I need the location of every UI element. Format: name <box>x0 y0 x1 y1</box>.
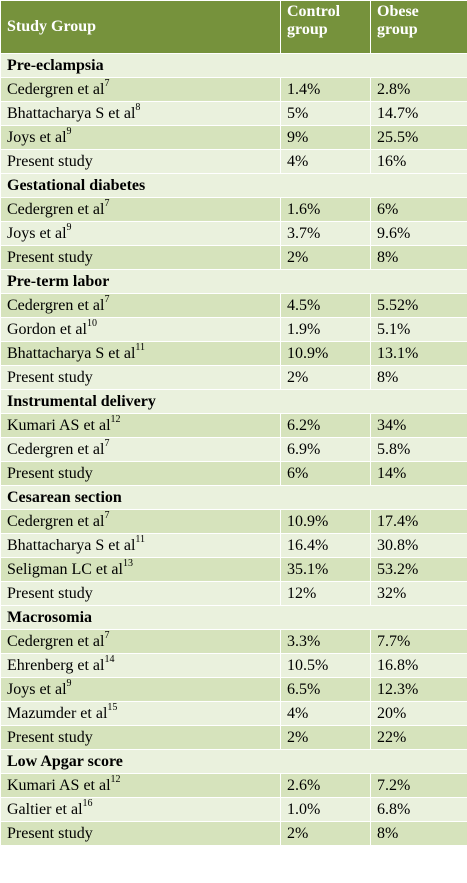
reference-number: 8 <box>135 102 141 114</box>
table-row <box>1 510 467 534</box>
study-cell <box>1 582 281 606</box>
study-name: Cedergren et al <box>7 80 105 98</box>
control-value: 3.3% <box>281 630 371 654</box>
table-row <box>1 222 467 246</box>
study-cell <box>1 726 281 750</box>
control-value: 9% <box>281 126 371 150</box>
control-value: 2% <box>281 822 371 846</box>
study-name: Present study <box>7 464 93 482</box>
section-row <box>1 606 467 630</box>
reference-number: 12 <box>110 414 121 426</box>
reference-number: 9 <box>66 222 72 234</box>
header-study-group: Study Group <box>1 1 281 54</box>
table-row <box>1 582 467 606</box>
obese-value: 7.7% <box>371 630 467 654</box>
section-row <box>1 270 467 294</box>
study-cell <box>1 822 281 846</box>
table-row <box>1 198 467 222</box>
study-cell <box>1 366 281 390</box>
study-name: Cedergren et al <box>7 296 105 314</box>
study-cell <box>1 438 281 462</box>
table-body <box>1 54 467 846</box>
study-name: Present study <box>7 152 93 170</box>
study-cell <box>1 702 281 726</box>
obese-value: 5.1% <box>371 318 467 342</box>
study-name: Kumari AS et al <box>7 416 111 434</box>
obese-value: 22% <box>371 726 467 750</box>
table-row <box>1 798 467 822</box>
study-cell <box>1 198 281 222</box>
obese-value: 32% <box>371 582 467 606</box>
study-name: Cedergren et al <box>7 512 105 530</box>
study-cell <box>1 462 281 486</box>
table-row <box>1 822 467 846</box>
table-row <box>1 78 467 102</box>
study-name: Joys et al <box>7 224 67 242</box>
study-name: Present study <box>7 824 93 842</box>
study-name: Joys et al <box>7 128 67 146</box>
study-cell <box>1 630 281 654</box>
study-name: Present study <box>7 728 93 746</box>
obese-value: 8% <box>371 246 467 270</box>
control-value: 1.4% <box>281 78 371 102</box>
section-title: Cesarean section <box>1 486 467 510</box>
table-row <box>1 246 467 270</box>
control-value: 2.6% <box>281 774 371 798</box>
study-cell <box>1 558 281 582</box>
obese-value: 2.8% <box>371 78 467 102</box>
reference-number: 7 <box>104 78 110 90</box>
control-value: 4.5% <box>281 294 371 318</box>
obese-value: 16.8% <box>371 654 467 678</box>
obese-value: 8% <box>371 366 467 390</box>
reference-number: 12 <box>110 774 121 786</box>
study-cell <box>1 246 281 270</box>
table-row <box>1 342 467 366</box>
study-name: Galtier et al <box>7 800 83 818</box>
section-title: Macrosomia <box>1 606 467 630</box>
table-header-row <box>1 1 467 54</box>
section-row <box>1 174 467 198</box>
control-value: 5% <box>281 102 371 126</box>
obese-value: 34% <box>371 414 467 438</box>
header-obese-group: Obese group <box>371 1 467 54</box>
study-cell <box>1 510 281 534</box>
obese-value: 6% <box>371 198 467 222</box>
table-row <box>1 630 467 654</box>
study-cell <box>1 150 281 174</box>
control-value: 1.9% <box>281 318 371 342</box>
study-name: Kumari AS et al <box>7 776 111 794</box>
table-row <box>1 702 467 726</box>
obese-value: 9.6% <box>371 222 467 246</box>
study-name: Present study <box>7 368 93 386</box>
header-control-group: Control group <box>281 1 371 54</box>
obese-value: 8% <box>371 822 467 846</box>
obese-value: 12.3% <box>371 678 467 702</box>
table-row <box>1 438 467 462</box>
study-cell <box>1 654 281 678</box>
reference-number: 15 <box>107 702 118 714</box>
reference-number: 16 <box>82 798 93 810</box>
study-name: Cedergren et al <box>7 440 105 458</box>
obese-value: 14% <box>371 462 467 486</box>
reference-number: 7 <box>104 294 110 306</box>
reference-number: 11 <box>135 342 146 354</box>
control-value: 2% <box>281 366 371 390</box>
reference-number: 7 <box>104 198 110 210</box>
control-value: 6% <box>281 462 371 486</box>
table-row <box>1 462 467 486</box>
obese-value: 6.8% <box>371 798 467 822</box>
table-row <box>1 414 467 438</box>
study-name: Present study <box>7 248 93 266</box>
reference-number: 11 <box>135 534 146 546</box>
obese-value: 5.52% <box>371 294 467 318</box>
control-value: 2% <box>281 726 371 750</box>
section-title: Low Apgar score <box>1 750 467 774</box>
control-value: 6.2% <box>281 414 371 438</box>
study-cell <box>1 222 281 246</box>
obese-value: 53.2% <box>371 558 467 582</box>
reference-number: 9 <box>66 126 72 138</box>
study-name: Mazumder et al <box>7 704 108 722</box>
control-value: 1.6% <box>281 198 371 222</box>
reference-number: 7 <box>104 630 110 642</box>
study-name: Bhattacharya S et al <box>7 104 136 122</box>
obese-value: 13.1% <box>371 342 467 366</box>
table-row <box>1 102 467 126</box>
control-value: 10.5% <box>281 654 371 678</box>
table-row <box>1 678 467 702</box>
study-name: Gordon et al <box>7 320 87 338</box>
section-row <box>1 750 467 774</box>
reference-number: 10 <box>86 318 97 330</box>
control-value: 10.9% <box>281 342 371 366</box>
table-row <box>1 774 467 798</box>
control-value: 2% <box>281 246 371 270</box>
obese-value: 5.8% <box>371 438 467 462</box>
section-row <box>1 390 467 414</box>
study-name: Ehrenberg et al <box>7 656 105 674</box>
study-cell <box>1 126 281 150</box>
obese-value: 16% <box>371 150 467 174</box>
study-cell <box>1 678 281 702</box>
reference-number: 14 <box>104 654 115 666</box>
study-name: Cedergren et al <box>7 632 105 650</box>
obese-value: 17.4% <box>371 510 467 534</box>
table-row <box>1 654 467 678</box>
section-title: Pre-term labor <box>1 270 467 294</box>
study-cell <box>1 798 281 822</box>
table-row <box>1 318 467 342</box>
table-row <box>1 558 467 582</box>
table-row <box>1 150 467 174</box>
obese-value: 30.8% <box>371 534 467 558</box>
control-value: 6.9% <box>281 438 371 462</box>
study-name: Bhattacharya S et al <box>7 536 136 554</box>
control-value: 4% <box>281 150 371 174</box>
study-cell <box>1 78 281 102</box>
section-row <box>1 486 467 510</box>
control-value: 12% <box>281 582 371 606</box>
study-cell <box>1 774 281 798</box>
study-cell <box>1 342 281 366</box>
study-name: Bhattacharya S et al <box>7 344 136 362</box>
section-row <box>1 54 467 78</box>
study-cell <box>1 294 281 318</box>
control-value: 10.9% <box>281 510 371 534</box>
section-title: Pre-eclampsia <box>1 54 467 78</box>
control-value: 3.7% <box>281 222 371 246</box>
study-name: Joys et al <box>7 680 67 698</box>
table-row <box>1 126 467 150</box>
obese-value: 25.5% <box>371 126 467 150</box>
study-cell <box>1 318 281 342</box>
control-value: 6.5% <box>281 678 371 702</box>
obese-value: 7.2% <box>371 774 467 798</box>
study-name: Present study <box>7 584 93 602</box>
reference-number: 7 <box>104 510 110 522</box>
reference-number: 9 <box>66 678 72 690</box>
control-value: 1.0% <box>281 798 371 822</box>
reference-number: 13 <box>122 558 133 570</box>
study-cell <box>1 534 281 558</box>
obese-value: 14.7% <box>371 102 467 126</box>
study-name: Seligman LC et al <box>7 560 123 578</box>
section-title: Instrumental delivery <box>1 390 467 414</box>
control-value: 16.4% <box>281 534 371 558</box>
table-row <box>1 726 467 750</box>
table-row <box>1 366 467 390</box>
study-name: Cedergren et al <box>7 200 105 218</box>
table-row <box>1 534 467 558</box>
study-cell <box>1 102 281 126</box>
obese-value: 20% <box>371 702 467 726</box>
control-value: 4% <box>281 702 371 726</box>
control-value: 35.1% <box>281 558 371 582</box>
table-row <box>1 294 467 318</box>
section-title: Gestational diabetes <box>1 174 467 198</box>
reference-number: 7 <box>104 438 110 450</box>
study-cell <box>1 414 281 438</box>
